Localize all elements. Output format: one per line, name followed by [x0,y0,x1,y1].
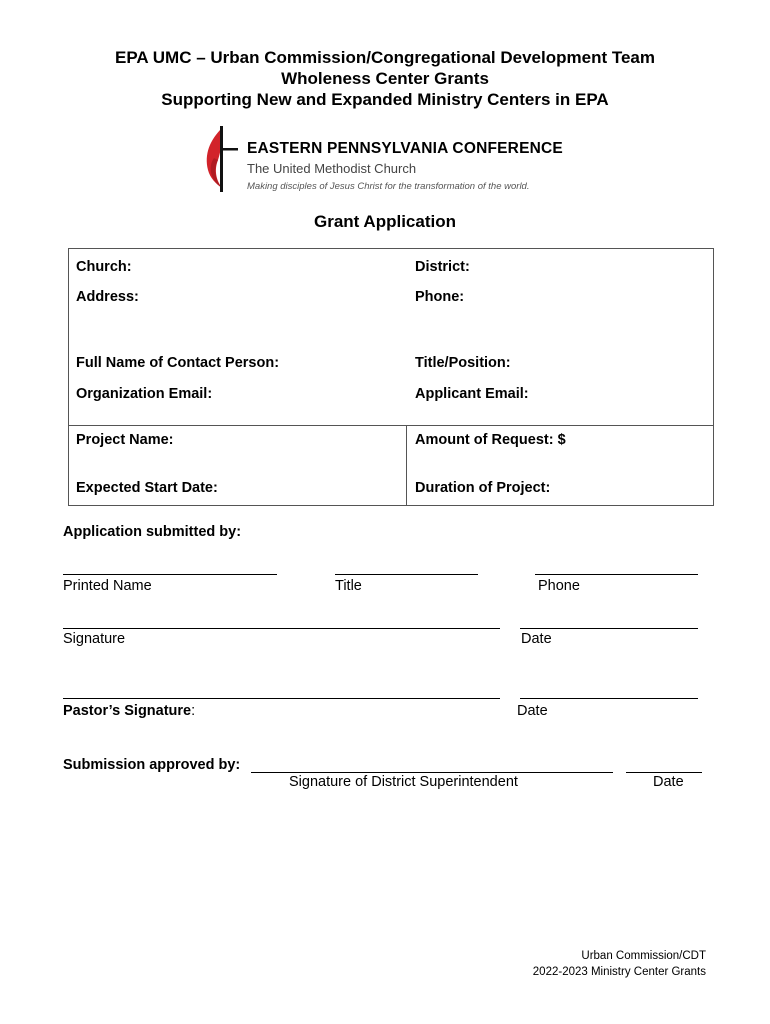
amount-request-field[interactable]: Amount of Request: $ [415,432,566,448]
printed-name-line[interactable] [63,574,277,575]
phone-field[interactable]: Phone: [415,289,465,305]
applicant-email-field[interactable]: Applicant Email: [415,386,529,402]
organization-email-field[interactable]: Organization Email: [76,386,213,402]
title-line[interactable] [335,574,478,575]
logo-tagline: Making disciples of Jesus Christ for the transformation of the world. [247,181,530,192]
title-position-field[interactable]: Title/Position: [415,355,511,371]
footer [533,948,706,980]
form-title: Grant Application [314,212,456,231]
cross-and-flame-icon [200,124,240,196]
logo-conference-name: EASTERN PENNSYLVANIA CONFERENCE [247,140,563,157]
signature-line[interactable] [63,628,500,629]
ds-date-label: Date [653,774,684,790]
signature-date-line[interactable] [520,628,698,629]
header-title-line-3: Supporting New and Expanded Ministry Centers in EPA [161,90,609,109]
project-name-field[interactable]: Project Name: [76,432,174,448]
ds-date-line[interactable] [626,772,702,773]
footer-line-2: 2022-2023 Ministry Center Grants [532,966,706,978]
pastor-date-line[interactable] [520,698,698,699]
church-field[interactable]: Church: [76,259,132,275]
address-field[interactable]: Address: [76,289,139,305]
signature-date-label: Date [521,631,552,647]
logo-church-name: The United Methodist Church [247,161,417,176]
header-title-line-2: Wholeness Center Grants [281,69,489,88]
start-date-field[interactable]: Expected Start Date: [76,480,218,496]
duration-field[interactable]: Duration of Project: [415,480,551,496]
phone-label: Phone [538,578,580,594]
phone-line[interactable] [535,574,698,575]
footer-line-1: Urban Commission/CDT [581,950,706,962]
district-field[interactable]: District: [415,259,470,275]
pastor-signature-colon: : [191,703,196,719]
signature-label: Signature [63,631,126,647]
printed-name-label: Printed Name [63,578,152,594]
pastor-date-label: Date [517,703,548,719]
project-box-divider [406,425,407,506]
header-title-line-1: EPA UMC – Urban Commission/Congregational Development Team [115,48,655,67]
title-label: Title [335,578,362,594]
approved-by-heading: Submission approved by: [63,757,241,773]
contact-name-field[interactable]: Full Name of Contact Person: [76,355,280,371]
ds-signature-label: Signature of District Superintendent [289,774,518,790]
ds-signature-line[interactable] [251,772,613,773]
pastor-signature-label [63,703,195,719]
pastor-signature-text: Pastor’s Signature [63,703,192,719]
submitted-by-heading: Application submitted by: [63,524,242,540]
pastor-signature-line[interactable] [63,698,500,699]
